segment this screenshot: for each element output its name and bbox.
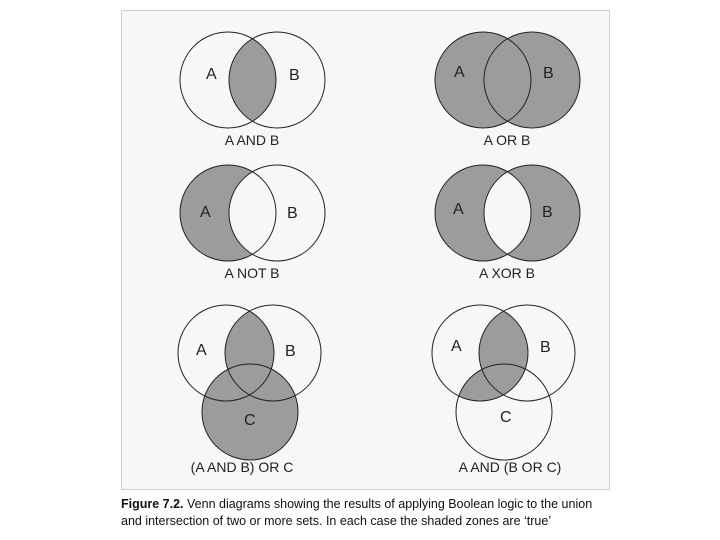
figure-caption — [121, 496, 610, 530]
set-label-b: B — [287, 205, 298, 222]
set-label-a: A — [451, 338, 462, 355]
set-label-a: A — [196, 342, 207, 359]
set-label-a: A — [453, 201, 464, 218]
diagram-title: A XOR B — [478, 265, 536, 281]
set-label-c: C — [244, 412, 256, 429]
set-label-b: B — [540, 339, 551, 356]
set-label-a: A — [200, 204, 211, 221]
diagram-title: A NOT B — [224, 265, 280, 281]
caption-text: Venn diagrams showing the results of applying Boolean logic to the union and intersection of two or more sets. In each case the shaded zones are ‘true’ — [121, 497, 593, 528]
figure-number: Figure 7.2. — [121, 497, 184, 511]
set-label-b: B — [285, 343, 296, 360]
diagram-title: (A AND B) OR C — [190, 459, 294, 475]
set-label-b: B — [542, 204, 553, 221]
diagram-title: A AND (B OR C) — [458, 459, 562, 475]
set-label-c: C — [500, 409, 512, 426]
